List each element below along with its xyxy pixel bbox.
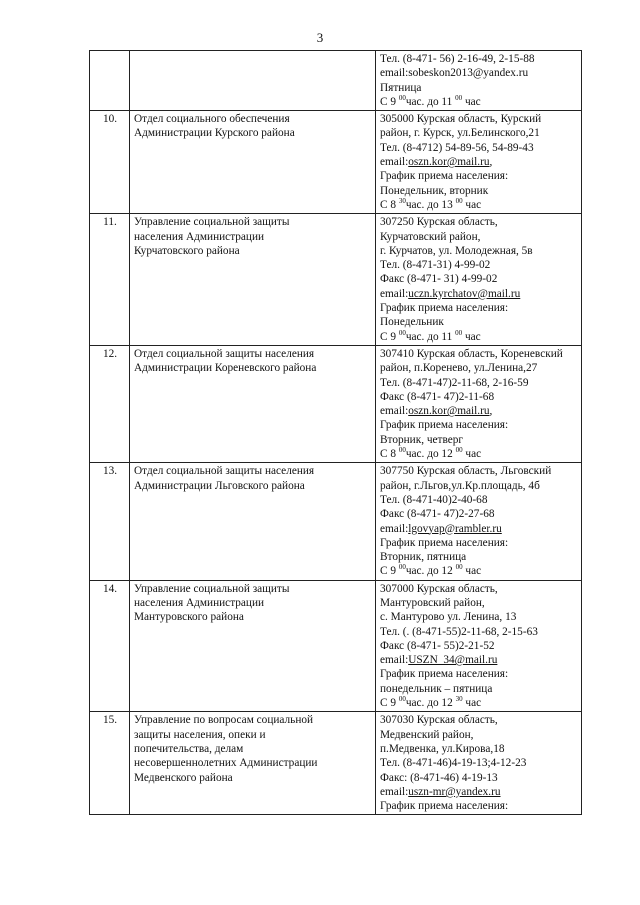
- table-row: [90, 51, 582, 111]
- contact-info: [376, 345, 582, 462]
- contact-line: Медвенский район,: [380, 728, 474, 741]
- row-number: 15.: [90, 712, 130, 815]
- department-name-line: Отдел социальной защиты населения: [134, 347, 315, 360]
- table-row: [90, 712, 582, 815]
- contact-line: График приема населения:: [380, 170, 509, 183]
- email-suffix: ,: [489, 156, 493, 169]
- contact-info: [376, 463, 582, 580]
- hours-from: С 8: [380, 198, 397, 211]
- email-label: email:: [380, 405, 409, 418]
- department-name: [130, 463, 376, 580]
- email-label: email:: [380, 287, 409, 300]
- table-row: [90, 214, 582, 346]
- minutes-to: 30: [455, 695, 463, 704]
- table-body: [90, 51, 582, 815]
- department-name: [130, 51, 376, 111]
- hours-unit: час: [464, 330, 481, 343]
- contact-line: Тел. (8-4712) 54-89-56, 54-89-43: [380, 141, 534, 154]
- department-name-line: Администрации Кореневского района: [134, 362, 317, 375]
- department-name-line: Управление социальной защиты: [134, 216, 290, 229]
- hours-from: С 9: [380, 565, 397, 578]
- contact-info: [376, 214, 582, 346]
- row-number: [90, 51, 130, 111]
- row-number: 10.: [90, 111, 130, 214]
- department-name: [130, 580, 376, 712]
- table-row: [90, 580, 582, 712]
- contact-line: 307750 Курская область, Льговский: [380, 465, 552, 478]
- hours-unit: час: [464, 95, 481, 108]
- contact-line: 307410 Курская область, Кореневский: [380, 347, 563, 360]
- email-link[interactable]: lgovyap@rambler.ru: [408, 522, 502, 535]
- row-number: 13.: [90, 463, 130, 580]
- contact-line: район, г. Курск, ул.Белинского,21: [380, 127, 540, 140]
- department-name-line: Отдел социальной защиты населения: [134, 465, 315, 478]
- contact-line: Пятница: [380, 81, 422, 94]
- minutes-from: 00: [398, 93, 406, 102]
- contact-line: [380, 653, 578, 667]
- contact-info: [376, 111, 582, 214]
- hours-to: час. до 12: [405, 448, 453, 461]
- contact-line: район, г.Льгов,ул.Кр.площадь, 4б: [380, 479, 540, 492]
- hours-from: С 9: [380, 697, 397, 710]
- hours-to: час. до 12: [405, 697, 453, 710]
- department-name-line: попечительства, делам: [134, 742, 244, 755]
- contact-line: Тел. (8-471-31) 4-99-02: [380, 259, 491, 272]
- hours-unit: час: [465, 198, 482, 211]
- department-name-line: защиты населения, опеки и: [134, 728, 266, 741]
- contact-line: [380, 287, 578, 301]
- email-label: email:: [380, 522, 409, 535]
- contact-line: График приема населения:: [380, 668, 509, 681]
- minutes-to: 00: [455, 328, 463, 337]
- department-name-line: населения Администрации: [134, 596, 265, 609]
- hours-from: С 8: [380, 448, 397, 461]
- department-name-line: Администрации Курского района: [134, 127, 295, 140]
- contact-info: [376, 51, 582, 111]
- contact-line: [380, 785, 578, 799]
- hours-to: час. до 13: [405, 198, 453, 211]
- contact-line: [380, 404, 578, 418]
- department-name-line: несовершеннолетних Администрации: [134, 757, 318, 770]
- contact-info: [376, 712, 582, 815]
- minutes-to: 00: [455, 446, 463, 455]
- contact-line: 305000 Курская область, Курский: [380, 113, 542, 126]
- contact-line: График приема населения:: [380, 536, 509, 549]
- department-name-line: Курчатовского района: [134, 244, 240, 257]
- hours-unit: час: [465, 565, 482, 578]
- email-label: email:: [380, 785, 409, 798]
- table-row: [90, 463, 582, 580]
- department-name: [130, 214, 376, 346]
- reception-hours: [380, 330, 578, 344]
- department-name: [130, 111, 376, 214]
- contact-line: г. Курчатов, ул. Молодежная, 5в: [380, 244, 533, 257]
- contact-line: Факс (8-471- 47)2-27-68: [380, 508, 495, 521]
- contact-line: с. Мантурово ул. Ленина, 13: [380, 611, 517, 624]
- hours-to: час. до 12: [405, 565, 453, 578]
- contact-line: Мантуровский район,: [380, 596, 485, 609]
- reception-hours: [380, 696, 578, 710]
- contact-line: График приема населения:: [380, 302, 509, 315]
- contact-info: [376, 580, 582, 712]
- minutes-from: 00: [398, 446, 406, 455]
- row-number: 12.: [90, 345, 130, 462]
- contact-line: 307250 Курская область,: [380, 216, 498, 229]
- department-name-line: населения Администрации: [134, 230, 265, 243]
- hours-to: час. до 11: [405, 95, 453, 108]
- contact-line: Понедельник, вторник: [380, 184, 489, 197]
- contact-line: понедельник – пятница: [380, 682, 493, 695]
- contact-line: Факс (8-471- 31) 4-99-02: [380, 273, 498, 286]
- minutes-to: 00: [455, 93, 463, 102]
- contact-line: График приема населения:: [380, 800, 509, 813]
- contact-line: Тел. (8-471- 56) 2-16-49, 2-15-88: [380, 53, 535, 65]
- hours-from: С 9: [380, 330, 397, 343]
- contact-line: Факс: (8-471-46) 4-19-13: [380, 771, 498, 784]
- contact-line: [380, 522, 578, 536]
- email-link[interactable]: uszn-mr@yandex.ru: [408, 785, 501, 798]
- contact-line: п.Медвенка, ул.Кирова,18: [380, 742, 505, 755]
- contact-line: Понедельник: [380, 316, 444, 329]
- page-number: 3: [316, 30, 324, 45]
- reception-hours: [380, 564, 578, 578]
- contact-line: Вторник, четверг: [380, 433, 464, 446]
- hours-to: час. до 11: [405, 330, 453, 343]
- reception-hours: [380, 447, 578, 461]
- table-row: [90, 345, 582, 462]
- minutes-to: 00: [455, 563, 463, 572]
- minutes-from: 00: [398, 695, 406, 704]
- contact-line: Тел. (. (8-471-55)2-11-68, 2-15-63: [380, 625, 538, 638]
- contact-line: 307030 Курская область,: [380, 714, 498, 727]
- email-link[interactable]: oszn.kor@mail.ru: [408, 156, 490, 169]
- department-name-line: Управление по вопросам социальной: [134, 714, 314, 727]
- contact-line: email:sobeskon2013@yandex.ru: [380, 67, 529, 80]
- contact-line: район, п.Коренево, ул.Ленина,27: [380, 362, 538, 375]
- department-name-line: Отдел социального обеспечения: [134, 113, 290, 126]
- contact-line: 307000 Курская область,: [380, 582, 498, 595]
- contact-line: Вторник, пятница: [380, 551, 467, 564]
- contact-line: Факс (8-471- 55)2-21-52: [380, 639, 495, 652]
- row-number: 11.: [90, 214, 130, 346]
- department-name: [130, 345, 376, 462]
- contact-line: Тел. (8-471-47)2-11-68, 2-16-59: [380, 376, 529, 389]
- contact-line: График приема населения:: [380, 419, 509, 432]
- row-number: 14.: [90, 580, 130, 712]
- contact-line: [380, 155, 578, 169]
- reception-hours: [380, 198, 578, 212]
- minutes-from: 30: [398, 196, 406, 205]
- departments-table: [89, 50, 582, 815]
- contact-line: Тел. (8-471-40)2-40-68: [380, 493, 488, 506]
- hours-from: С 9: [380, 95, 397, 108]
- hours-unit: час: [465, 697, 482, 710]
- department-name: [130, 712, 376, 815]
- contact-line: Факс (8-471- 47)2-11-68: [380, 390, 495, 403]
- email-label: email:: [380, 654, 409, 667]
- email-link[interactable]: oszn.kor@mail.ru: [408, 405, 490, 418]
- email-label: email:: [380, 156, 409, 169]
- department-name-line: Администрации Льговского района: [134, 479, 305, 492]
- minutes-from: 00: [398, 563, 406, 572]
- department-name-line: Медвенского района: [134, 771, 233, 784]
- contact-line: Тел. (8-471-46)4-19-13;4-12-23: [380, 757, 527, 770]
- reception-hours: [380, 95, 578, 109]
- minutes-from: 00: [398, 328, 406, 337]
- department-name-line: Мантуровского района: [134, 611, 244, 624]
- table-row: [90, 111, 582, 214]
- minutes-to: 00: [455, 196, 463, 205]
- department-name-line: Управление социальной защиты: [134, 582, 290, 595]
- email-link[interactable]: uczn.kyrchatov@mail.ru: [408, 287, 521, 300]
- email-suffix: ,: [489, 405, 493, 418]
- contact-line: Курчатовский район,: [380, 230, 481, 243]
- hours-unit: час: [465, 448, 482, 461]
- email-link[interactable]: USZN_34@mail.ru: [408, 654, 498, 667]
